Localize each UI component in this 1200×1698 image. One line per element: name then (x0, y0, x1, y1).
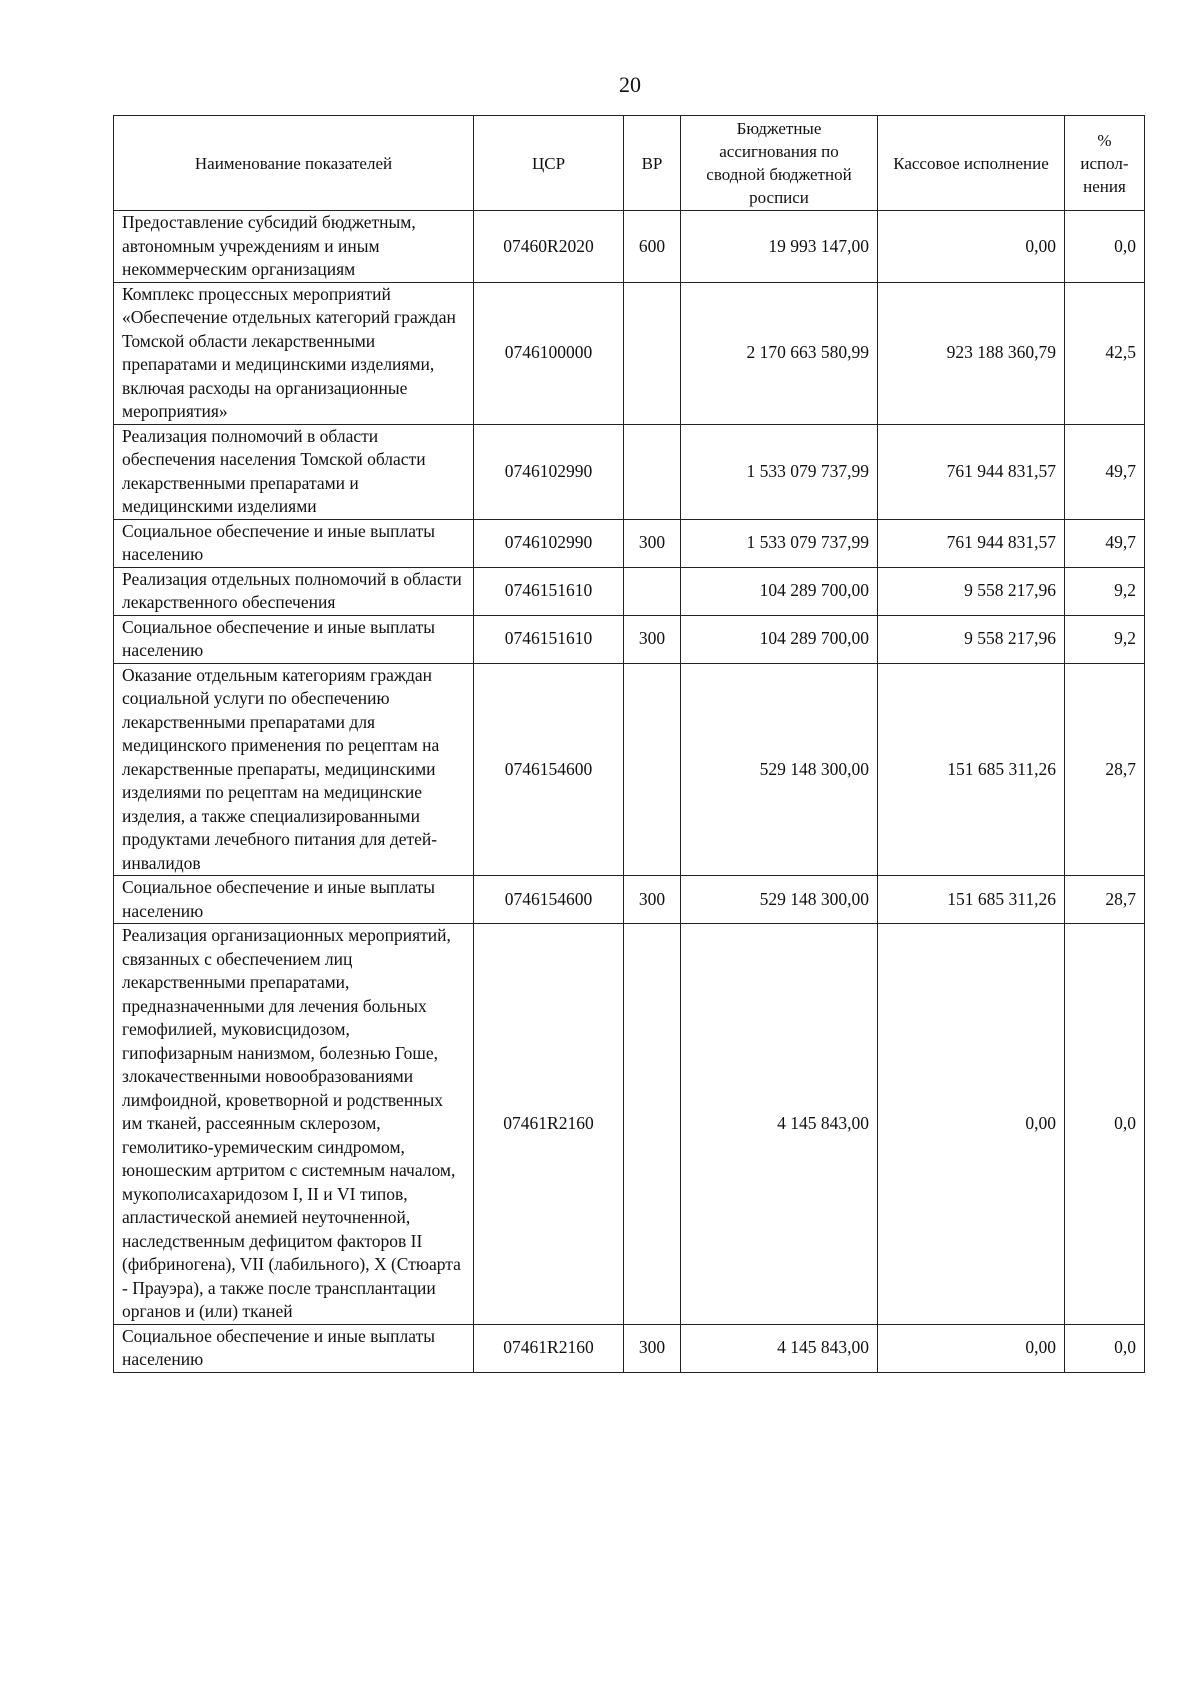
row-cash: 0,00 (878, 211, 1065, 283)
header-budget: Бюджетные ассигнования по сводной бюджетной росписи (681, 116, 878, 211)
table-row (114, 211, 1145, 283)
row-cash: 0,00 (878, 924, 1065, 1325)
table-row (114, 924, 1145, 1325)
table-row (114, 876, 1145, 924)
row-percent: 0,0 (1065, 211, 1145, 283)
row-vr: 300 (624, 519, 681, 567)
table-header-row (114, 116, 1145, 211)
page-number: 20 (619, 72, 641, 97)
row-csr: 07460R2020 (474, 211, 624, 283)
row-name: Социальное обеспечение и иные выплаты населению (114, 1324, 474, 1372)
row-vr: 300 (624, 876, 681, 924)
row-budget: 529 148 300,00 (681, 663, 878, 876)
header-csr: ЦСР (474, 116, 624, 211)
row-cash: 761 944 831,57 (878, 519, 1065, 567)
row-vr (624, 924, 681, 1325)
header-percent: % испол-нения (1065, 116, 1145, 211)
row-name: Социальное обеспечение и иные выплаты населению (114, 519, 474, 567)
row-cash: 761 944 831,57 (878, 424, 1065, 519)
table-row (114, 567, 1145, 615)
row-csr: 07461R2160 (474, 1324, 624, 1372)
row-csr: 0746151610 (474, 615, 624, 663)
row-budget: 4 145 843,00 (681, 924, 878, 1325)
row-name: Социальное обеспечение и иные выплаты населению (114, 615, 474, 663)
row-vr: 300 (624, 615, 681, 663)
row-budget: 19 993 147,00 (681, 211, 878, 283)
row-cash: 151 685 311,26 (878, 663, 1065, 876)
row-name: Комплекс процессных мероприятий «Обеспечение отдельных категорий граждан Томской области лекарственными препаратами и медицинскими изделиями, включая расходы на организационные мероприятия» (114, 282, 474, 424)
row-name: Реализация организационных мероприятий, связанных с обеспечением лиц лекарственными препаратами, предназначенными для лечения больных гемофилией, муковисцидозом, гипофизарным нанизмом, болезнью Гоше, злокачественными новообразованиями лимфоидной, кроветворной и родственных им тканей, рассеянным склерозом, гемолитико-уремическим синдромом, юношеским артритом с системным началом, мукополисахаридозом I, II и VI типов, апластической анемией неуточненной, наследственным дефицитом факторов II (фибриногена), VII (лабильного), X (Стюарта - Прауэра), а также после трансплантации органов и (или) тканей (114, 924, 474, 1325)
row-percent: 9,2 (1065, 567, 1145, 615)
row-percent: 49,7 (1065, 424, 1145, 519)
row-percent: 0,0 (1065, 924, 1145, 1325)
header-name: Наименование показателей (114, 116, 474, 211)
row-csr: 07461R2160 (474, 924, 624, 1325)
table-row (114, 663, 1145, 876)
table-row (114, 1324, 1145, 1372)
row-budget: 4 145 843,00 (681, 1324, 878, 1372)
row-csr: 0746100000 (474, 282, 624, 424)
row-name: Предоставление субсидий бюджетным, автономным учреждениям и иным некоммерческим организациям (114, 211, 474, 283)
row-budget: 104 289 700,00 (681, 567, 878, 615)
budget-execution-table (113, 115, 1145, 1373)
row-percent: 42,5 (1065, 282, 1145, 424)
row-percent: 9,2 (1065, 615, 1145, 663)
row-csr: 0746154600 (474, 663, 624, 876)
row-vr (624, 567, 681, 615)
row-csr: 0746154600 (474, 876, 624, 924)
table-row (114, 519, 1145, 567)
row-name: Оказание отдельным категориям граждан социальной услуги по обеспечению лекарственными препаратами для медицинского применения по рецептам на лекарственные препараты, медицинскими изделиями по рецептам на медицинские изделия, а также специализированными продуктами лечебного питания для детей-инвалидов (114, 663, 474, 876)
row-budget: 104 289 700,00 (681, 615, 878, 663)
row-cash: 151 685 311,26 (878, 876, 1065, 924)
row-csr: 0746102990 (474, 519, 624, 567)
row-vr (624, 663, 681, 876)
row-percent: 0,0 (1065, 1324, 1145, 1372)
row-cash: 923 188 360,79 (878, 282, 1065, 424)
table-row (114, 424, 1145, 519)
table-row (114, 615, 1145, 663)
row-budget: 1 533 079 737,99 (681, 424, 878, 519)
row-percent: 28,7 (1065, 876, 1145, 924)
row-percent: 28,7 (1065, 663, 1145, 876)
row-cash: 0,00 (878, 1324, 1065, 1372)
row-budget: 1 533 079 737,99 (681, 519, 878, 567)
row-budget: 529 148 300,00 (681, 876, 878, 924)
row-vr: 300 (624, 1324, 681, 1372)
row-vr (624, 282, 681, 424)
row-cash: 9 558 217,96 (878, 615, 1065, 663)
table-row (114, 282, 1145, 424)
header-vr: ВР (624, 116, 681, 211)
row-csr: 0746151610 (474, 567, 624, 615)
row-vr: 600 (624, 211, 681, 283)
row-cash: 9 558 217,96 (878, 567, 1065, 615)
row-name: Реализация полномочий в области обеспечения населения Томской области лекарственными препаратами и медицинскими изделиями (114, 424, 474, 519)
row-percent: 49,7 (1065, 519, 1145, 567)
row-name: Социальное обеспечение и иные выплаты населению (114, 876, 474, 924)
header-cash: Кассовое исполнение (878, 116, 1065, 211)
row-csr: 0746102990 (474, 424, 624, 519)
row-name: Реализация отдельных полномочий в области лекарственного обеспечения (114, 567, 474, 615)
row-vr (624, 424, 681, 519)
row-budget: 2 170 663 580,99 (681, 282, 878, 424)
